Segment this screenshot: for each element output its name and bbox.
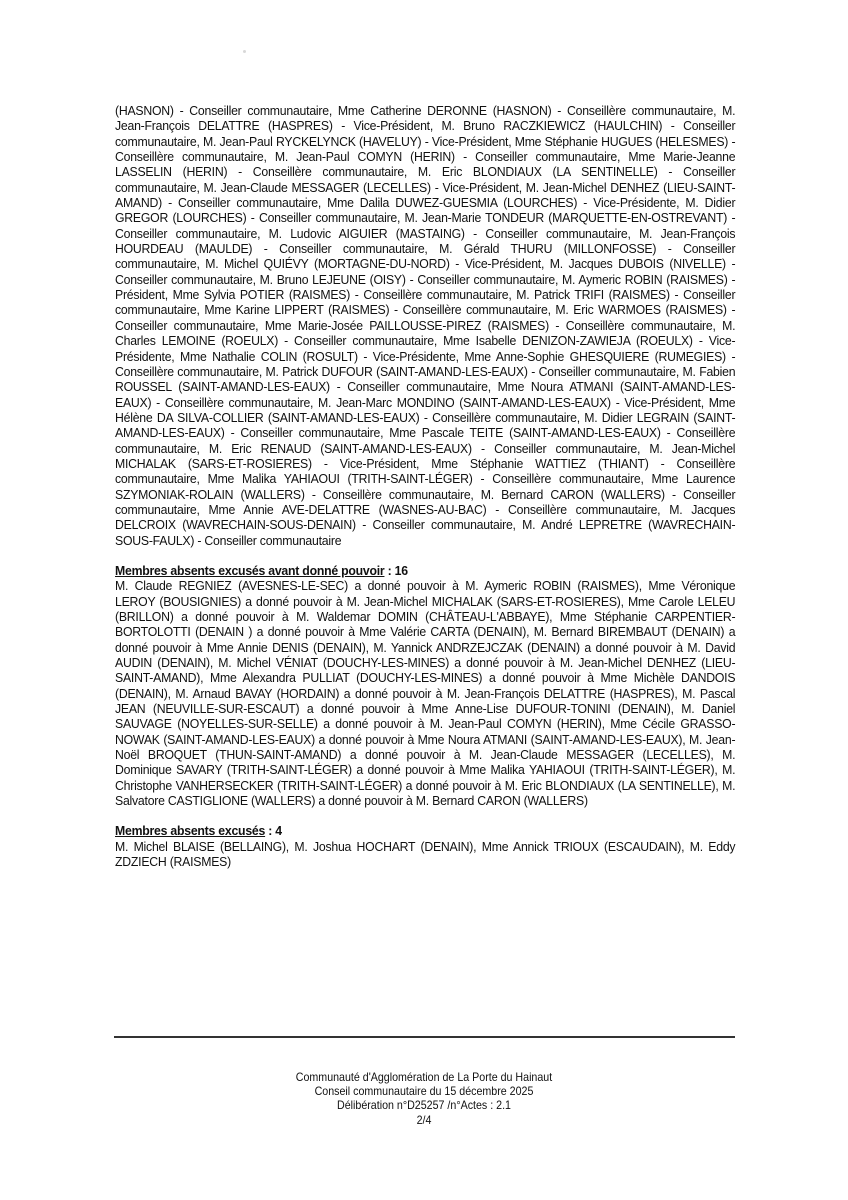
proxy-count: : 16	[384, 562, 408, 578]
present-members-paragraph: (HASNON) - Conseiller communautaire, Mme Catherine DERONNE (HASNON) - Conseillère communautaire, M. Jean-François DELATTRE (HASPRES) - Vice-Président, M. Bruno RACZKIEWICZ (HAULCHIN) - Conseiller communautaire, M. Jean-Paul RYCKELYNCK (HAVELUY) - Vice-Président, Mme Stéphanie HUGUES (HELESMES) - Conseillère communautaire, M. Jean-Paul COMYN (HERIN) - Conseiller communautaire, Mme Marie-Jeanne LASSELIN (HERIN) - Conseillère communautaire, M. Eric BLONDIAUX (LA SENTINELLE) - Conseiller communautaire, M. Jean-Claude MESSAGER (LECELLES) - Vice-Président, M. Jean-Michel DENHEZ (LIEU-SAINT-AMAND) - Conseiller communautaire, Mme Dalila DUWEZ-GUESMIA (LOURCHES) - Vice-Présidente, M. Didier GREGOR (LOURCHES) - Conseiller communautaire, M. Jean-Marie TONDEUR (MARQUETTE-EN-OSTREVANT) - Conseiller communautaire, M. Ludovic AIGUIER (MASTAING) - Conseiller communautaire, M. Jean-François HOURDEAU (MAULDE) - Conseiller communautaire, M. Gérald THURU (MILLONFOSSE) - Conseiller communautaire, M. Michel QUIÉVY (MORTAGNE-DU-NORD) - Vice-Président, M. Jacques DUBOIS (NIVELLE) - Conseiller communautaire, M. Bruno LEJEUNE (OISY) - Conseiller communautaire, M. Aymeric ROBIN (RAISMES) - Président, Mme Sylvia POTIER (RAISMES) - Conseillère communautaire, M. Patrick TRIFI (RAISMES) - Conseiller communautaire, Mme Karine LIPPERT (RAISMES) - Conseillère communautaire, M. Eric WARMOES (RAISMES) - Conseiller communautaire, Mme Marie-Josée PAILLOUSSE-PIREZ (RAISMES) - Conseillère communautaire, M. Charles LEMOINE (ROEULX) - Conseiller communautaire, Mme Isabelle DENIZON-ZAWIEJA (ROEULX) - Vice-Présidente, Mme Nathalie COLIN (ROSULT) - Vice-Présidente, Mme Anne-Sophie GHESQUIERE (RUMEGIES) - Conseillère communautaire, M. Patrick DUFOUR (SAINT-AMAND-LES-EAUX) - Conseiller communautaire, M. Fabien ROUSSEL (SAINT-AMAND-LES-EAUX) - Conseiller communautaire, Mme Noura ATMANI (SAINT-AMAND-LES-EAUX) - Conseillère communautaire, M. Jean-Marc MONDINO (SAINT-AMAND-LES-EAUX) - Vice-Président, Mme Hélène DA SILVA-COLLIER (SAINT-AMAND-LES-EAUX) - Conseillère communautaire, M. Didier LEGRAIN (SAINT-AMAND-LES-EAUX) - Conseiller communautaire, Mme Pascale TEITE (SAINT-AMAND-LES-EAUX) - Conseillère communautaire, M. Eric RENAUD (SAINT-AMAND-LES-EAUX) - Conseiller communautaire, M. Jean-Michel MICHALAK (SARS-ET-ROSIERES) - Vice-Président, Mme Stéphanie WATTIEZ (THIANT) - Conseillère communautaire, Mme Malika YAHIAOUI (TRITH-SAINT-LÉGER) - Conseillère communautaire, Mme Laurence SZYMONIAK-ROLAIN (WALLERS) - Conseillère communautaire, M. Bernard CARON (WALLERS) - Conseiller communautaire, Mme Annie AVE-DELATTRE (WASNES-AU-BAC) - Conseillère communautaire, M. Jacques DELCROIX (WAVRECHAIN-SOUS-DENAIN) - Conseiller communautaire, M. André LEPRETRE (WAVRECHAIN-SOUS-FAULX) - Conseiller communautaire	[115, 103, 736, 548]
page-footer	[0, 1071, 848, 1128]
excused-members-paragraph: M. Michel BLAISE (BELLAING), M. Joshua HOCHART (DENAIN), Mme Annick TRIOUX (ESCAUDAIN), M. Eddy ZDZIECH (RAISMES)	[115, 838, 736, 870]
proxy-section-heading	[115, 563, 735, 578]
proxy-heading-label: Membres absents excusés avant donné pouvoir	[115, 562, 385, 578]
scan-speck	[243, 50, 246, 53]
excused-heading-label: Membres absents excusés	[115, 823, 266, 839]
excused-section-heading	[115, 823, 735, 838]
footer-page-number: 2/4	[416, 1113, 432, 1127]
footer-organization: Communauté d'Agglomération de La Porte du Hainaut	[295, 1071, 553, 1084]
spacer	[115, 548, 735, 563]
footer-council-date: Conseil communautaire du 15 décembre 2025	[314, 1085, 534, 1099]
document-body	[115, 103, 735, 870]
spacer	[115, 808, 735, 823]
footer-separator	[114, 1036, 735, 1038]
footer-deliberation: Délibération n°D25257 /n°Actes : 2.1	[337, 1099, 511, 1113]
proxy-members-paragraph: M. Claude REGNIEZ (AVESNES-LE-SEC) a donné pouvoir à M. Aymeric ROBIN (RAISMES), Mme Véronique LEROY (BOUSIGNIES) a donné pouvoir à M. Jean-Michel MICHALAK (SARS-ET-ROSIERES), Mme Carole LELEU (BRILLON) a donné pouvoir à M. Waldemar DOMIN (CHÂTEAU-L'ABBAYE), Mme Stéphanie CARPENTIER-BORTOLOTTI (DENAIN ) a donné pouvoir à Mme Valérie CARTA (DENAIN), M. Bernard BIREMBAUT (DENAIN) a donné pouvoir à Mme Annie DENIS (DENAIN), M. Yannick ANDRZEJCZAK (DENAIN) a donné pouvoir à M. David AUDIN (DENAIN), M. Michel VÉNIAT (DOUCHY-LES-MINES) a donné pouvoir à M. Jean-Michel DENHEZ (LIEU-SAINT-AMAND), Mme Alexandra PULLIAT (DOUCHY-LES-MINES) a donné pouvoir à Mme Michèle DANDOIS (DENAIN), M. Arnaud BAVAY (HORDAIN) a donné pouvoir à M. Jean-François DELATTRE (HASPRES), M. Pascal JEAN (NEUVILLE-SUR-ESCAUT) a donné pouvoir à Mme Anne-Lise DUFOUR-TONINI (DENAIN), M. Daniel SAUVAGE (NOYELLES-SUR-SELLE) a donné pouvoir à M. Jean-Paul COMYN (HERIN), Mme Cécile GRASSO-NOWAK (SAINT-AMAND-LES-EAUX) a donné pouvoir à Mme Noura ATMANI (SAINT-AMAND-LES-EAUX), M. Jean-Noël BROQUET (THUN-SAINT-AMAND) a donné pouvoir à M. Jean-Claude MESSAGER (LECELLES), M. Dominique SAVARY (TRITH-SAINT-LÉGER) a donné pouvoir à Mme Malika YAHIAOUI (TRITH-SAINT-LÉGER), M. Christophe VANHERSECKER (TRITH-SAINT-LÉGER) a donné pouvoir à M. Eric BLONDIAUX (LA SENTINELLE), M. Salvatore CASTIGLIONE (WALLERS) a donné pouvoir à M. Bernard CARON (WALLERS)	[115, 578, 736, 809]
excused-count: : 4	[265, 823, 282, 839]
